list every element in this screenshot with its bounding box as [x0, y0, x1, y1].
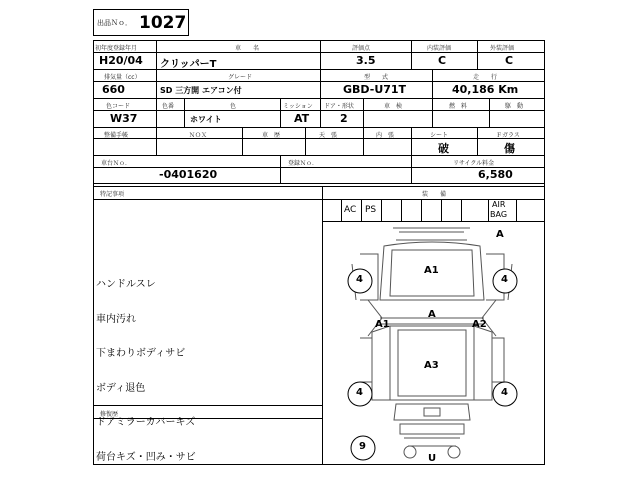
- label-drive: 駆 動: [505, 103, 524, 110]
- equip-ps: PS: [365, 205, 377, 215]
- remark-item: ドアミラーカバーキズ: [96, 417, 196, 428]
- label-equipment: 装 備: [422, 191, 447, 198]
- label-first-reg: 初年度登録年月: [95, 45, 138, 52]
- value-first-reg: H20/04: [99, 54, 143, 67]
- lot-number: 1027: [139, 13, 187, 33]
- label-model-name: 車 名: [235, 45, 260, 52]
- label-interior: 内装評価: [427, 45, 452, 52]
- value-fglass: 傷: [504, 142, 515, 155]
- mark-right-side: A2: [472, 319, 487, 330]
- remarks-list: [96, 256, 196, 475]
- label-repair: 修復歴: [100, 411, 119, 418]
- equip-airbag-line2: BAG: [490, 210, 508, 219]
- value-mileage: 40,186 Km: [452, 83, 519, 96]
- label-color: 色: [230, 103, 237, 110]
- label-history: 車 歴: [262, 132, 281, 139]
- equip-airbag-line1: AIR: [492, 200, 506, 209]
- value-color: ホワイト: [190, 115, 222, 124]
- value-seat: 破: [438, 142, 449, 155]
- label-doors-shape: ドア・形状: [324, 103, 354, 110]
- label-sunroof: 天 張: [319, 132, 338, 139]
- spare-wheel-label: 9: [359, 441, 366, 452]
- lot-number-caption: 出品Ｎｏ．: [97, 19, 132, 27]
- label-reg-no: 登録Ｎｏ．: [288, 160, 319, 167]
- label-interior-cond: 内 張: [376, 132, 395, 139]
- mark-top: A: [496, 229, 504, 240]
- mark-roof: A1: [424, 265, 439, 276]
- label-mileage: 走 行: [473, 74, 498, 81]
- label-seat: シート: [430, 132, 449, 139]
- label-transmission: ミッション: [283, 103, 313, 110]
- wheel-rear-right-label: 4: [501, 387, 508, 398]
- value-doors: 2: [340, 112, 348, 125]
- remark-item: ボディ退色: [96, 382, 146, 394]
- value-score: 3.5: [356, 54, 376, 67]
- label-inspection: 車 検: [384, 103, 403, 110]
- label-chassis-no: 車台Ｎｏ．: [101, 160, 132, 167]
- remark-item: ハンドルスレ: [96, 279, 156, 290]
- remark-item: 車内汚れ: [96, 313, 136, 325]
- label-exterior: 外装評価: [490, 45, 515, 52]
- mark-center: A: [428, 309, 436, 320]
- label-nox: ＮＯＸ: [189, 132, 208, 139]
- label-remarks: 特記事項: [100, 191, 125, 198]
- label-service-manual: 整備手帳: [104, 132, 129, 139]
- value-transmission: AT: [294, 112, 310, 125]
- value-interior: C: [438, 54, 447, 67]
- equip-ac: AC: [344, 205, 357, 215]
- label-fglass: Ｆガラス: [496, 132, 520, 139]
- label-fuel: 燃 料: [449, 103, 468, 110]
- label-model-code: 型 式: [364, 74, 389, 81]
- label-color-no: 色番: [162, 103, 175, 110]
- mark-left-side: A1: [375, 319, 390, 330]
- label-color-code: 色コード: [106, 103, 131, 110]
- label-displacement: 排気量（cc）: [104, 74, 141, 81]
- label-recycle: リサイクル料金: [453, 160, 495, 167]
- truck-diagram: [352, 228, 512, 458]
- value-chassis-no: -0401620: [159, 168, 218, 181]
- remark-item: 荷台キズ・凹み・サビ: [96, 451, 196, 463]
- label-score: 評価点: [352, 45, 371, 52]
- value-model-code: GBD-U71T: [343, 83, 407, 96]
- wheel-rear-left-label: 4: [356, 387, 363, 398]
- wheel-front-right-label: 4: [501, 274, 508, 285]
- value-grade: SD 三方開 エアコン付: [160, 86, 242, 95]
- value-color-code: W37: [110, 112, 138, 125]
- value-model-name: クリッパーT: [160, 59, 217, 70]
- remark-item: 下まわりボディサビ: [96, 348, 186, 359]
- value-displacement: 660: [102, 83, 125, 96]
- mark-bottom: U: [428, 453, 437, 464]
- wheel-front-left-label: 4: [356, 274, 363, 285]
- value-exterior: C: [505, 54, 514, 67]
- label-grade: グレード: [228, 74, 253, 81]
- mark-bed: A3: [424, 360, 439, 371]
- value-recycle: 6,580: [478, 168, 513, 181]
